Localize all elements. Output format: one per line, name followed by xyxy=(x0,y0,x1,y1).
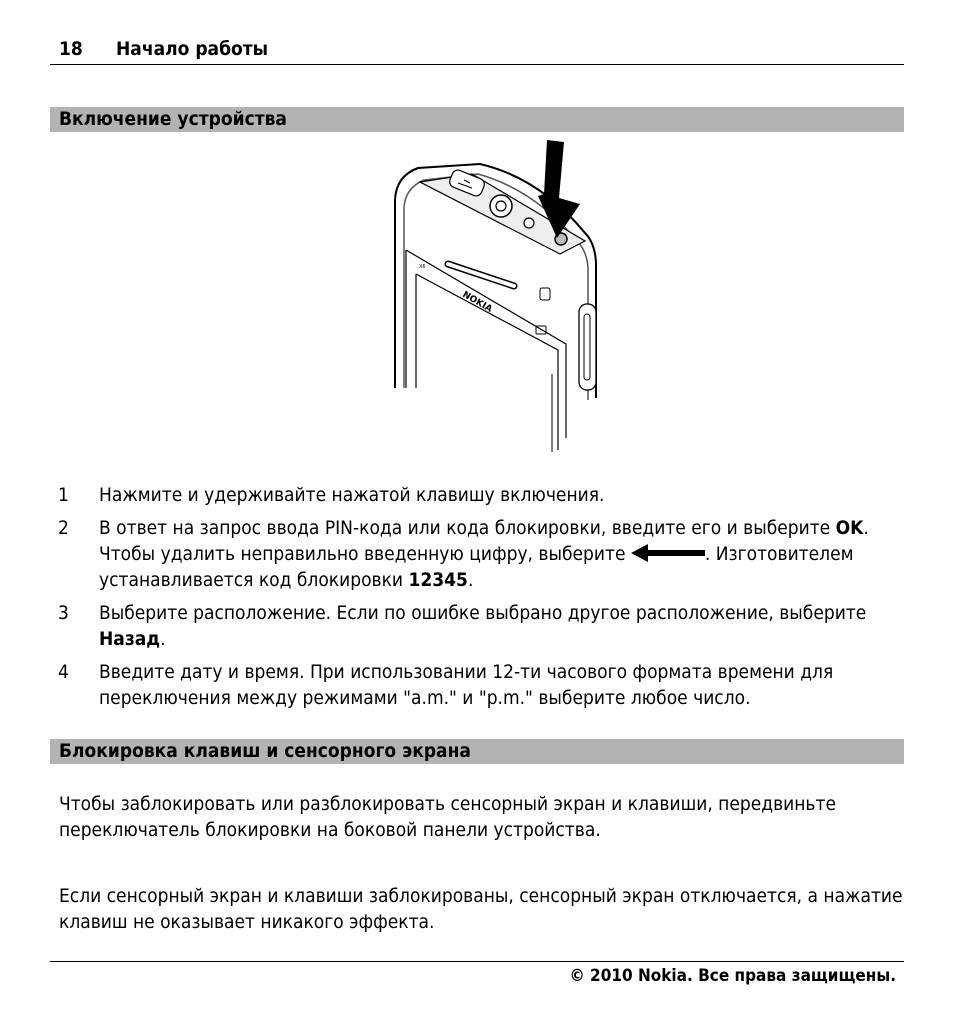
step-text: . xyxy=(467,569,474,591)
phone-brand-text: NOKIA xyxy=(460,289,494,315)
section-title-power-on: Включение устройства xyxy=(50,107,904,132)
section-title-key-lock: Блокировка клавиш и сенсорного экрана xyxy=(50,739,904,764)
back-keyword: Назад xyxy=(99,628,161,650)
steps-list xyxy=(50,482,904,718)
ok-keyword: OK xyxy=(835,517,864,539)
step-text: Введите дату и время. При использовании 12-ти часового формата времени для переключения между режимами "a.m." и "p.m." выберите любое число. xyxy=(99,661,834,709)
step-number: 2 xyxy=(58,517,69,539)
page-header xyxy=(50,37,904,65)
footer-divider xyxy=(50,961,904,962)
step-number: 1 xyxy=(58,484,69,506)
step-text: Выберите расположение. Если по ошибке выбрано другое расположение, выберите xyxy=(99,602,867,624)
phone-power-key-icon xyxy=(390,138,610,456)
paragraph: Если сенсорный экран и клавиши заблокированы, сенсорный экран отключается, а нажатие клавиш не оказывает никакого эффекта. xyxy=(59,885,903,933)
phone-model-text: X6 xyxy=(419,264,426,270)
lock-code-keyword: 12345 xyxy=(408,569,468,591)
step-text: Нажмите и удерживайте нажатой клавишу включения. xyxy=(99,484,605,506)
step-number: 4 xyxy=(58,661,69,683)
copyright-footer: © 2010 Nokia. Все права защищены. xyxy=(569,966,896,986)
step-text: В ответ на запрос ввода PIN-кода или кода блокировки, введите его и выберите xyxy=(99,517,836,539)
page-number: 18 xyxy=(59,38,83,60)
step-number: 3 xyxy=(58,602,69,624)
phone-illustration xyxy=(390,138,610,456)
chapter-title: Начало работы xyxy=(116,38,269,60)
list-item xyxy=(50,482,904,508)
paragraph: Чтобы заблокировать или разблокировать сенсорный экран и клавиши, передвиньте переключатель блокировки на боковой панели устройства. xyxy=(59,793,836,841)
list-item xyxy=(50,659,904,711)
left-arrow-icon xyxy=(631,544,705,562)
step-text: . Чтобы удалить неправильно введенную цифру, выберите xyxy=(99,517,869,565)
list-item xyxy=(50,515,904,593)
step-text: . Изготовителем устанавливается код блокировки xyxy=(99,543,854,591)
step-text: . xyxy=(160,628,166,650)
list-item xyxy=(50,600,904,652)
